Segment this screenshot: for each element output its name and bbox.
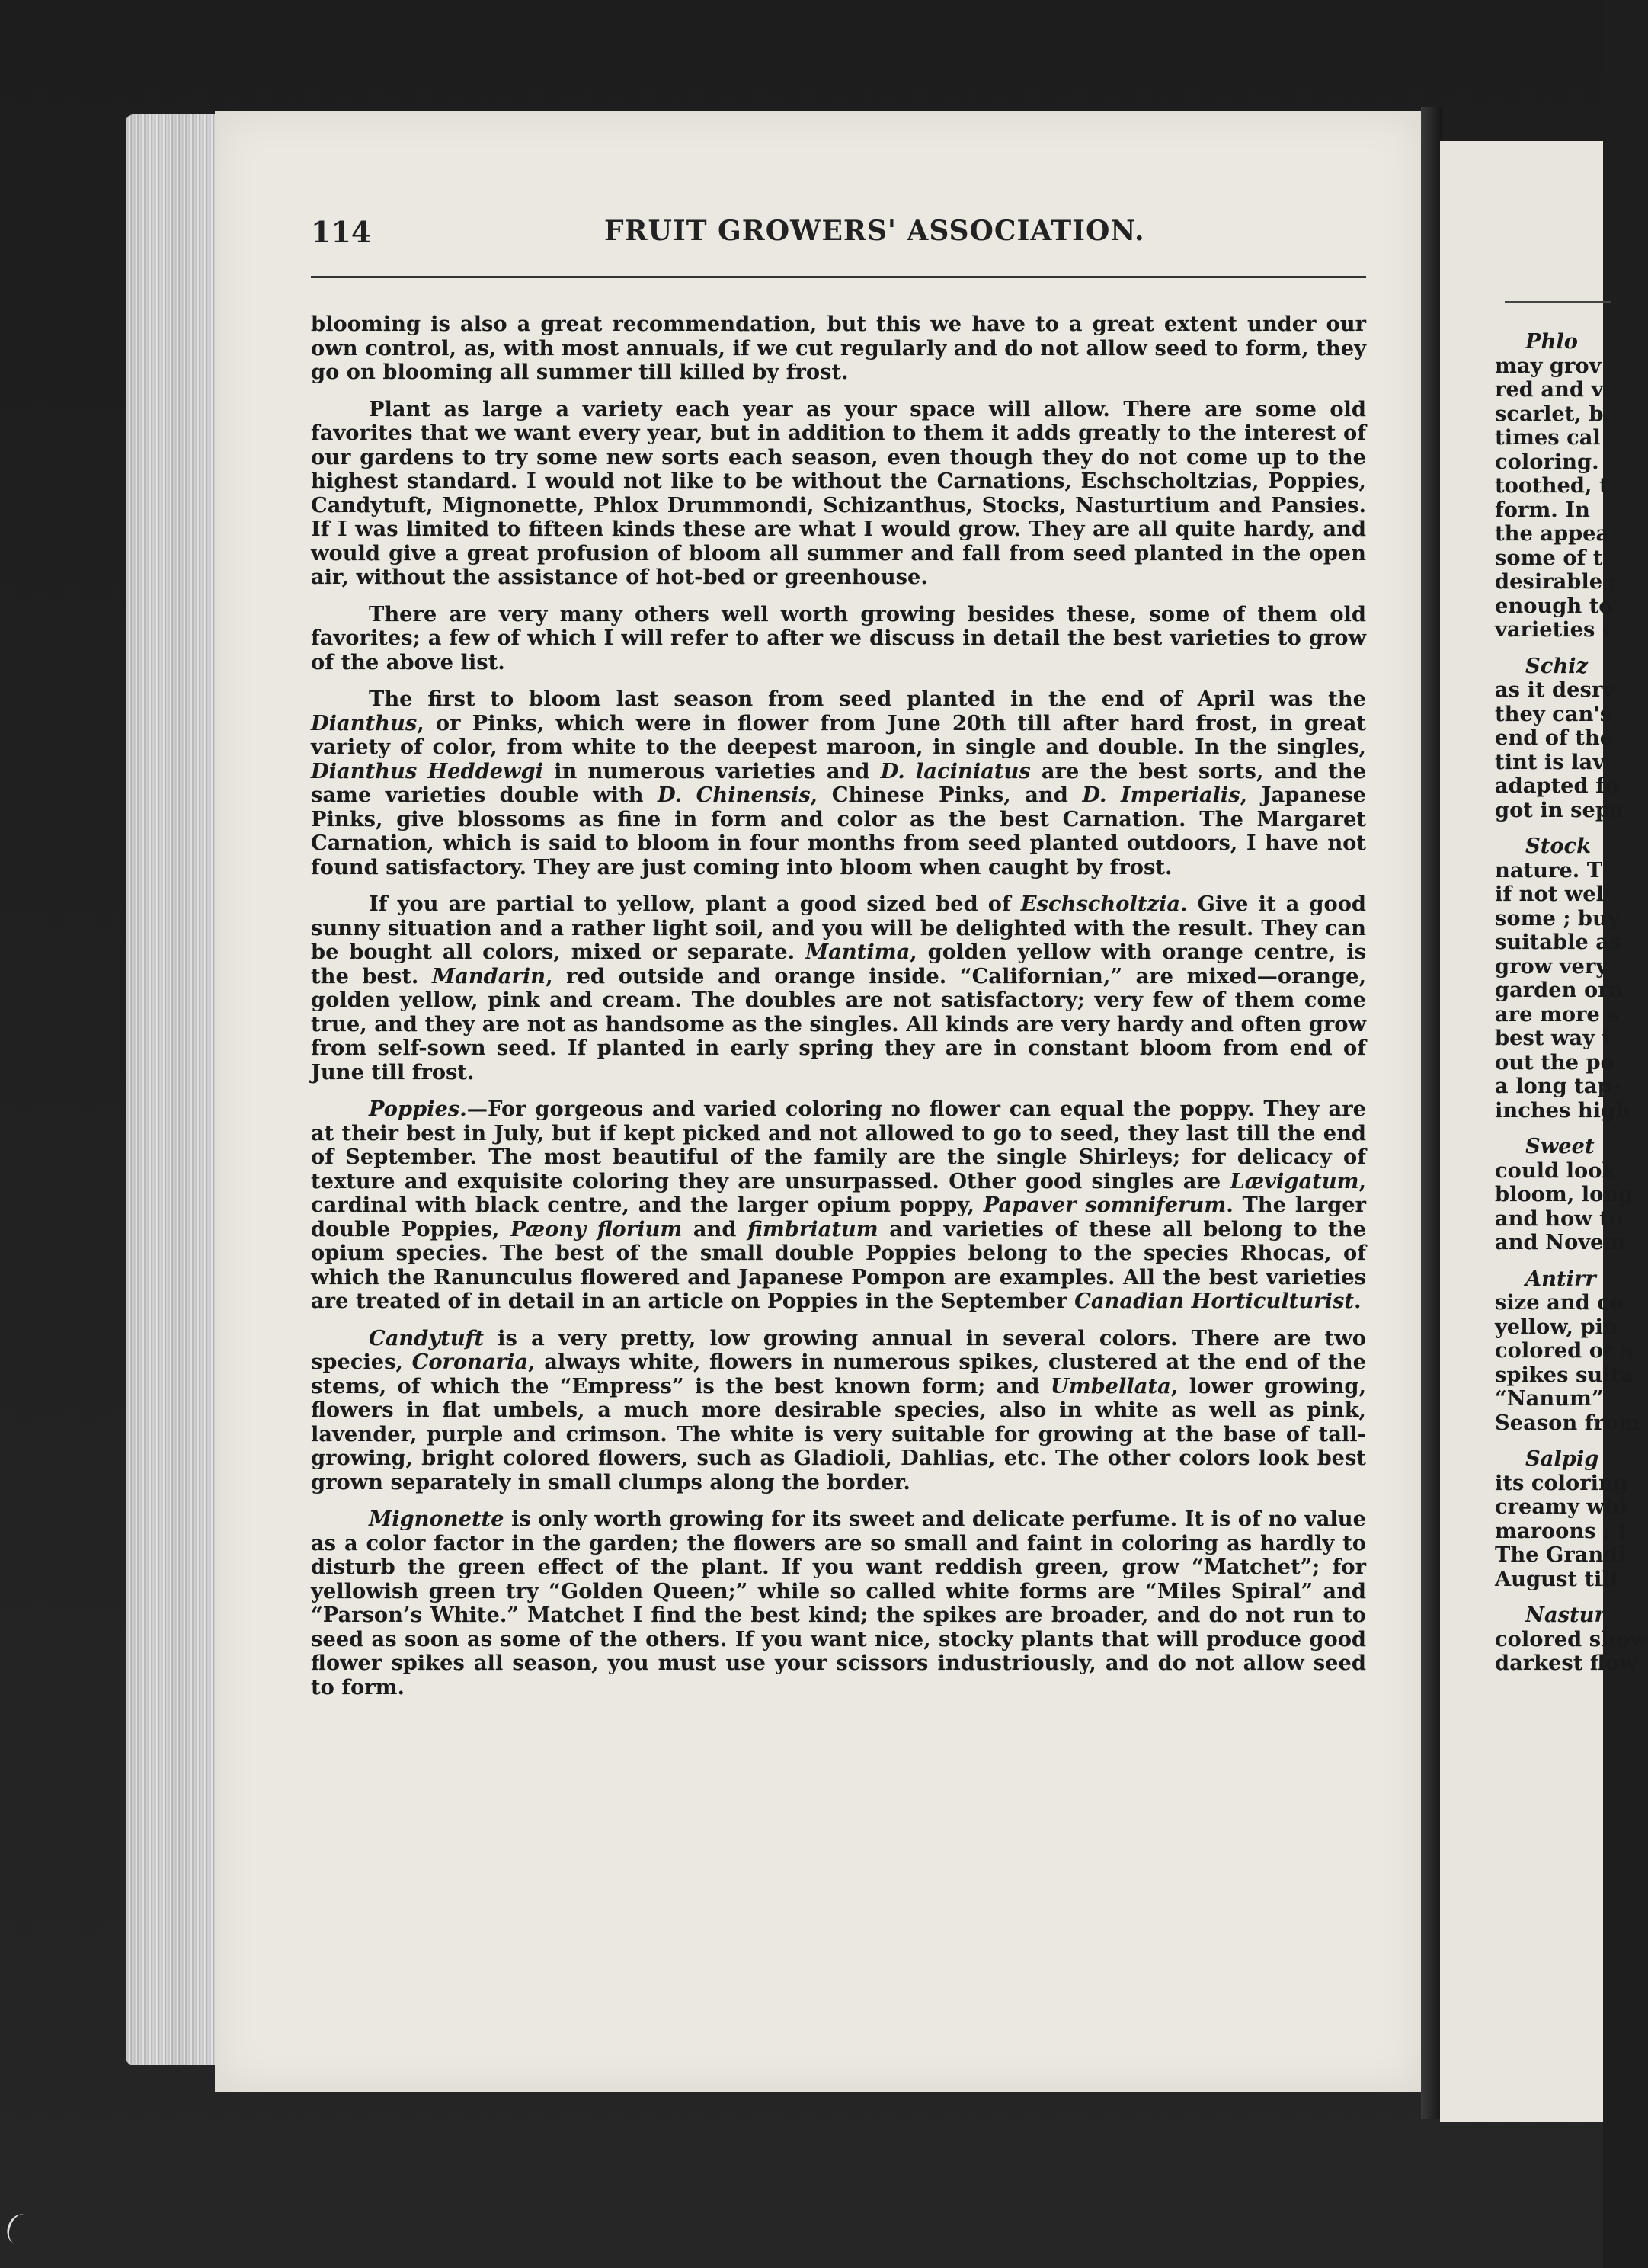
right-page-line: a long tap- <box>1495 1074 1621 1098</box>
right-page-line: and how to <box>1495 1206 1623 1231</box>
paragraph: blooming is also a great recommendation, but this we have to a great extent under our own control, as, with most annuals, if we cut regularly and do not allow seed to form, they go on blooming all summer till killed by frost. <box>311 312 1366 384</box>
right-page-line: adapted fo <box>1495 774 1619 798</box>
right-page-line: Schiz <box>1525 653 1589 678</box>
right-page-line: spikes suita <box>1495 1362 1634 1387</box>
paragraph: Candytuft is a very pretty, low growing annual in several colors. There are two species, Coronaria, always white, flowers in numerous spikes, clustered at the end of the stems, of which the “Empress” is the best known form; and Umbellata, lower growing, flowers in flat umbels, a much more desirable species, also in white as well as pink, lavender, purple and crimson. The white is very suitable for growing at the base of tall-growing, bright colored flowers, such as Gladioli, Dahlias, etc. The other colors look best grown separately in small clumps along the border. <box>311 1325 1366 1494</box>
right-page-line: colored show <box>1495 1626 1648 1651</box>
paragraph: Mignonette is only worth growing for its sweet and delicate perfume. It is of no value as a color factor in the garden; the flowers are so small and faint in coloring as hardly to disturb the green effect of the plant. If you want reddish green, grow “Matchet”; for yellowish green try “Golden Queen;” while so called white forms are “Miles Spiral” and “Parson’s White.” Matchet I find the best kind; the spikes are broader, and do not run to seed as soon as some of the others. If you want nice, stocky plants that will produce good flower spikes all season, you must use your scissors industriously, and do not allow seed to form. <box>311 1507 1366 1699</box>
right-page-line: desirable ; <box>1495 569 1618 594</box>
book-page-edges <box>126 114 217 2065</box>
right-page-line: as it desrv <box>1495 678 1615 702</box>
right-page-line: enough to <box>1495 593 1613 618</box>
right-page-line: end of the <box>1495 726 1614 750</box>
right-page-line: colored or s <box>1495 1338 1634 1363</box>
right-page-line: if not wel <box>1495 882 1605 906</box>
right-page-line: coloring. <box>1495 449 1599 474</box>
right-page-line: tint is lav <box>1495 749 1605 774</box>
right-page-line: The Grandi <box>1495 1542 1626 1567</box>
page-header <box>311 215 1366 261</box>
right-page-line: bloom, long <box>1495 1182 1634 1206</box>
right-page-line: and Novem <box>1495 1230 1626 1254</box>
right-page-line: Sweet <box>1525 1134 1595 1158</box>
right-page-line: darkest flow <box>1495 1651 1637 1675</box>
right-page-rule <box>1505 301 1611 303</box>
right-page-text <box>1495 330 1647 1676</box>
right-page-line <box>1495 1435 1647 1447</box>
right-page-line: best way t <box>1495 1026 1612 1050</box>
right-page-line: form. In <box>1495 497 1590 522</box>
right-page-line: inches high <box>1495 1097 1631 1123</box>
right-page-line: red and v <box>1495 377 1604 402</box>
header-rule <box>311 276 1366 278</box>
right-page-line: grow very <box>1495 953 1608 979</box>
right-page-line: Season from <box>1495 1410 1640 1435</box>
right-page-line: varieties c <box>1495 617 1615 642</box>
right-page-line: some ; buy <box>1495 905 1620 931</box>
right-page-line: Nastur <box>1525 1603 1605 1627</box>
right-page-line: are more s <box>1495 1001 1619 1027</box>
paragraph: If you are partial to yellow, plant a good sized bed of Eschscholtzia. Give it a good sunny situation and a rather light soil, and you will be delighted with the result. They can be bought all colors, mixed or separate. Mantima, golden yellow with orange centre, is the best. Mandarin, red outside and orange inside. “Californian,” are mixed—orange, golden yellow, pink and cream. The doubles are not satisfactory; very few of them come true, and they are not as handsome as the singles. All kinds are very hardy and often grow from self-sown seed. If planted in early spring they are in constant bloom from end of June till frost. <box>311 892 1366 1084</box>
right-page-line: they can's <box>1495 701 1612 726</box>
right-page-line: suitable as <box>1495 930 1621 954</box>
right-page-line: August till <box>1495 1566 1618 1591</box>
right-page-line: Antirr <box>1525 1266 1596 1291</box>
running-title: FRUIT GROWERS' ASSOCIATION. <box>604 215 1145 247</box>
paragraph: Plant as large a variety each year as your space will allow. There are some old favorites that we want every year, but in addition to them it adds greatly to the interest of our gardens to try some new sorts each season, even though they do not come up to the highest standard. I would not like to be without the Carnations, Eschscholtzias, Poppies, Candytuft, Mignonette, Phlox Drummondi, Schizanthus, Stocks, Nasturtium and Pansies. If I was limited to fifteen kinds these are what I would grow. They are all quite hardy, and would give a great profusion of bloom all summer and fall from seed planted in the open air, without the assistance of hot-bed or greenhouse. <box>311 396 1366 589</box>
right-page-line: Stock <box>1525 834 1592 858</box>
right-page-line: maroons ; t <box>1495 1518 1628 1543</box>
right-page-line <box>1495 1123 1647 1135</box>
book-gutter <box>1421 107 1442 2119</box>
paragraph: Poppies.—For gorgeous and varied coloring no flower can equal the poppy. They are at their best in July, but if kept picked and not allowed to go to seed, they last till the end of September. The most beautiful of the family are the single Shirleys; for delicacy of texture and exquisite coloring they are unsurpassed. Other good singles are Lævigatum, cardinal with black centre, and the larger opium poppy, Papaver somniferum. The larger double Poppies, Pæony florium and fimbriatum and varieties of these all belong to the opium species. The best of the small double Poppies belong to the species Rhocas, of which the Ranunculus flowered and Japanese Pompon are examples. All the best varieties are treated of in detail in an article on Poppies in the September Canadian Horticulturist. <box>311 1097 1366 1313</box>
right-page-line: out the po <box>1495 1049 1614 1075</box>
right-page-line: may grov <box>1495 353 1602 378</box>
right-page-line: Phlo <box>1525 329 1578 354</box>
right-page-line: “Nanum” <box>1495 1386 1604 1411</box>
paragraph: There are very many others well worth growing besides these, some of them old favorites; a few of which I will refer to after we discuss in detail the best varieties to grow of the above list. <box>311 601 1366 674</box>
right-page-line: scarlet, b <box>1495 401 1604 426</box>
body-text <box>311 312 1366 1712</box>
right-page-line: the appea <box>1495 521 1610 546</box>
page-number: 114 <box>311 215 372 249</box>
right-page-line: its coloring <box>1495 1470 1628 1495</box>
right-page-line: could look <box>1495 1158 1617 1183</box>
right-page-line: garden orn <box>1495 978 1624 1002</box>
right-page-line: Salpig <box>1525 1446 1599 1471</box>
right-page-line <box>1495 1255 1647 1267</box>
right-page-line <box>1495 642 1647 655</box>
right-page-line: some of t <box>1495 545 1603 570</box>
right-page-line: times cal <box>1495 425 1601 450</box>
right-page-line <box>1495 1591 1647 1603</box>
right-page-line: toothed, t <box>1495 473 1609 498</box>
right-page-line: yellow, pin <box>1495 1314 1618 1339</box>
right-page-line: size and co <box>1495 1290 1624 1315</box>
right-page-line: nature. T <box>1495 857 1603 883</box>
right-page-line: creamy whi <box>1495 1494 1628 1519</box>
paragraph: The first to bloom last season from seed planted in the end of April was the Dianthus, or Pinks, which were in flower from June 20th till after hard frost, in great variety of color, from white to the deepest maroon, in single and double. In the singles, Dianthus Heddewgi in numerous varieties and D. laciniatus are the best sorts, and the same varieties double with D. Chinensis, Chinese Pinks, and D. Imperialis, Japanese Pinks, give blossoms as fine in form and color as the best Carnation. The Margaret Carnation, which is said to bloom in four months from seed planted outdoors, I have not found satisfactory. They are just coming into bloom when caught by frost. <box>311 687 1367 879</box>
right-page-line <box>1495 822 1647 834</box>
right-page-line: got in sepa <box>1495 797 1624 822</box>
